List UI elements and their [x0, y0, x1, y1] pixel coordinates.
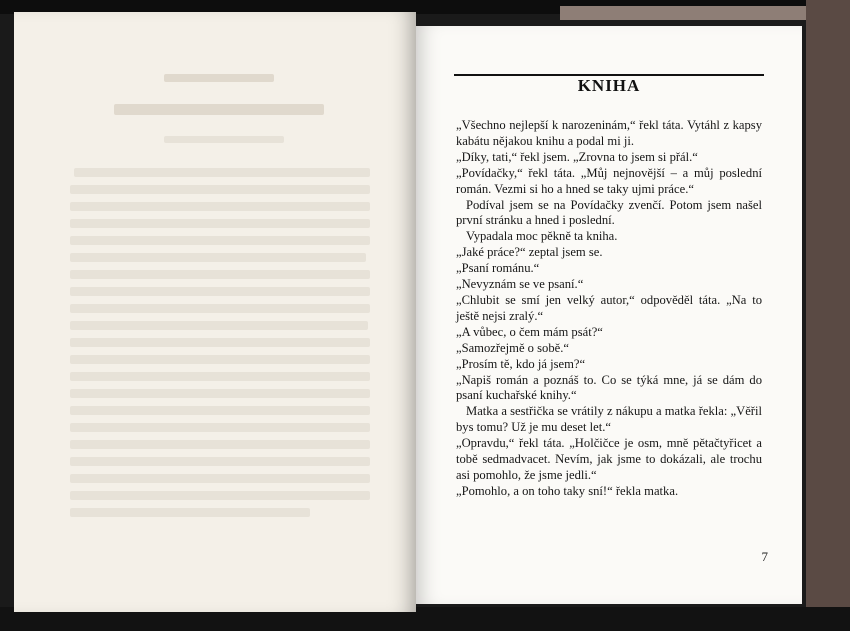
showthrough-line — [70, 474, 370, 483]
showthrough-line — [70, 219, 370, 228]
left-page-showthrough — [14, 12, 416, 612]
page-number: 7 — [761, 549, 768, 564]
paragraph: „Povídačky,“ řekl táta. „Můj nejnovější – a můj poslední román. Vezmi si ho a hned se taky ujmi práce.“ — [456, 165, 762, 196]
paragraph: Vypadala moc pěkně ta kniha. — [466, 229, 618, 244]
showthrough-line — [70, 304, 370, 313]
showthrough-line — [70, 355, 370, 364]
showthrough-line — [70, 406, 370, 415]
showthrough-line — [70, 491, 370, 500]
paragraph: „Samozřejmě o sobě.“ — [456, 340, 569, 355]
showthrough-line — [70, 287, 370, 296]
paragraph: „Opravdu,“ řekl táta. „Holčičce je osm, mně pětačtyřicet a tobě sedmadvacet. Nevím, jak jsme to dokázali, ale trochu asi pomohlo, že jsme jedli.“ — [456, 436, 762, 482]
showthrough-line — [70, 253, 366, 262]
paragraph: „Jaké práce?“ zeptal jsem se. — [456, 245, 603, 260]
paragraph: „Nevyznám se ve psaní.“ — [456, 277, 584, 292]
showthrough-line — [70, 338, 370, 347]
showthrough-line — [70, 508, 310, 517]
paragraph: „Prosím tě, kdo já jsem?“ — [456, 356, 586, 371]
showthrough-line — [70, 423, 370, 432]
paragraph: Podíval jsem se na Povídačky zvenčí. Potom jsem našel první stránku a hned i poslední. — [456, 197, 762, 228]
paragraph: „Všechno nejlepší k narozeninám,“ řekl táta. Vytáhl z kapsy kabátu nějakou knihu a podal mi ji. — [456, 118, 762, 148]
showthrough-line — [70, 457, 370, 466]
backdrop-right — [806, 0, 850, 631]
paragraph: Matka a sestřička se vrátily z nákupu a matka řekla: „Věřil bys tomu? Už je mu deset let.“ — [456, 404, 762, 435]
showthrough-line — [164, 136, 284, 143]
paragraph: „Psaní románu.“ — [456, 261, 540, 276]
showthrough-line — [70, 202, 370, 211]
right-page — [416, 26, 802, 604]
showthrough-line — [70, 236, 370, 245]
showthrough-line — [70, 270, 370, 279]
showthrough-line — [70, 389, 370, 398]
paragraph: „Pomohlo, a on toho taky sní!“ řekla matka. — [456, 483, 679, 498]
showthrough-line — [70, 372, 370, 381]
showthrough-title — [114, 104, 324, 115]
showthrough-heading — [164, 74, 274, 82]
showthrough-line — [70, 185, 370, 194]
paragraph: „Díky, tati,“ řekl jsem. „Zrovna to jsem si přál.“ — [456, 149, 698, 164]
showthrough-line — [74, 168, 370, 177]
chapter-title: KNIHA — [577, 76, 641, 95]
body-text — [456, 118, 762, 500]
showthrough-line — [70, 321, 368, 330]
paragraph: „Napiš román a poznáš to. Co se týká mne, já se dám do psaní kuchařské knihy.“ — [456, 372, 762, 403]
book-cover-edge — [560, 6, 810, 20]
showthrough-line — [70, 440, 370, 449]
paragraph: „Chlubit se smí jen velký autor,“ odpověděl táta. „Na to ještě nejsi zralý.“ — [456, 292, 762, 323]
paragraph: „A vůbec, o čem mám psát?“ — [456, 324, 603, 339]
